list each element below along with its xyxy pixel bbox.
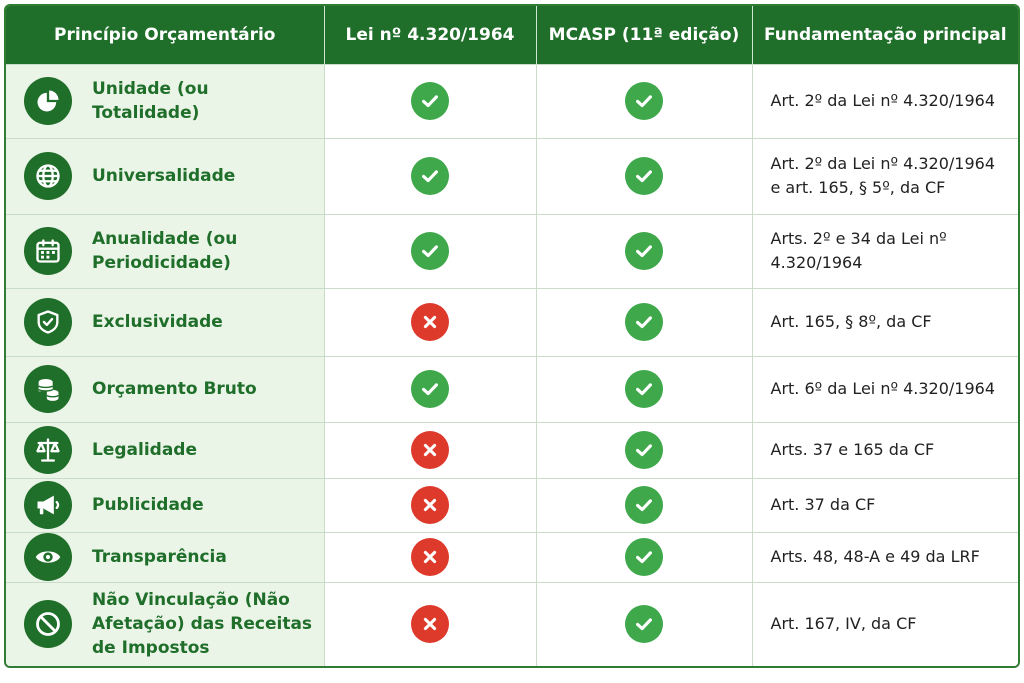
check-icon <box>625 486 663 524</box>
cross-icon <box>411 538 449 576</box>
cross-icon <box>411 486 449 524</box>
table-row <box>6 138 1018 214</box>
principle-label: Não Vinculação (Não Afetação) das Receitas de Impostos <box>92 590 313 659</box>
basis-cell: Art. 167, IV, da CF <box>752 582 1018 666</box>
basis-cell: Art. 6º da Lei nº 4.320/1964 <box>752 356 1018 422</box>
table-row <box>6 478 1018 532</box>
header-lei: Lei nº 4.320/1964 <box>324 6 536 64</box>
check-icon <box>411 232 449 270</box>
basis-cell: Art. 2º da Lei nº 4.320/1964 <box>752 64 1018 138</box>
principle-cell <box>6 422 324 478</box>
check-icon <box>625 605 663 643</box>
mcasp-cell <box>536 64 752 138</box>
principles-table-container <box>4 4 1020 668</box>
table-row <box>6 422 1018 478</box>
mcasp-cell <box>536 478 752 532</box>
lei-cell <box>324 356 536 422</box>
table-row <box>6 64 1018 138</box>
scales-icon <box>24 426 72 474</box>
mcasp-cell <box>536 532 752 582</box>
principle-cell <box>6 532 324 582</box>
principle-label: Universalidade <box>92 166 236 186</box>
lei-cell <box>324 138 536 214</box>
lei-cell <box>324 478 536 532</box>
mcasp-cell <box>536 288 752 356</box>
principle-label: Publicidade <box>92 495 204 515</box>
cross-icon <box>411 431 449 469</box>
principle-cell <box>6 356 324 422</box>
basis-cell: Arts. 2º e 34 da Lei nº 4.320/1964 <box>752 214 1018 288</box>
basis-cell: Art. 2º da Lei nº 4.320/1964 e art. 165, § 5º, da CF <box>752 138 1018 214</box>
check-icon <box>411 82 449 120</box>
check-icon <box>411 370 449 408</box>
mcasp-cell <box>536 214 752 288</box>
principle-label: Legalidade <box>92 440 197 460</box>
principle-cell <box>6 138 324 214</box>
mcasp-cell <box>536 422 752 478</box>
header-basis: Fundamentação principal <box>752 6 1018 64</box>
lei-cell <box>324 422 536 478</box>
check-icon <box>625 431 663 469</box>
principle-cell <box>6 288 324 356</box>
check-icon <box>625 82 663 120</box>
principle-label: Orçamento Bruto <box>92 379 257 399</box>
principle-cell <box>6 64 324 138</box>
principles-table <box>6 6 1018 666</box>
basis-cell: Art. 37 da CF <box>752 478 1018 532</box>
prohibited-icon <box>24 600 72 648</box>
cross-icon <box>411 605 449 643</box>
coins-icon <box>24 365 72 413</box>
check-icon <box>625 157 663 195</box>
megaphone-icon <box>24 481 72 529</box>
eye-icon <box>24 533 72 581</box>
principle-cell <box>6 582 324 666</box>
lei-cell <box>324 582 536 666</box>
principle-label: Anualidade (ou Periodicidade) <box>92 229 238 273</box>
basis-cell: Art. 165, § 8º, da CF <box>752 288 1018 356</box>
principle-label: Exclusividade <box>92 312 223 332</box>
check-icon <box>625 303 663 341</box>
mcasp-cell <box>536 138 752 214</box>
table-row <box>6 582 1018 666</box>
lei-cell <box>324 288 536 356</box>
table-row <box>6 532 1018 582</box>
principle-cell <box>6 478 324 532</box>
check-icon <box>625 538 663 576</box>
pie-chart-icon <box>24 77 72 125</box>
principle-label: Unidade (ou Totalidade) <box>92 79 209 123</box>
principle-cell <box>6 214 324 288</box>
mcasp-cell <box>536 582 752 666</box>
calendar-icon <box>24 227 72 275</box>
lei-cell <box>324 532 536 582</box>
lei-cell <box>324 214 536 288</box>
check-icon <box>411 157 449 195</box>
header-row <box>6 6 1018 64</box>
cross-icon <box>411 303 449 341</box>
mcasp-cell <box>536 356 752 422</box>
header-principle: Princípio Orçamentário <box>6 6 324 64</box>
check-icon <box>625 370 663 408</box>
lei-cell <box>324 64 536 138</box>
table-row <box>6 288 1018 356</box>
shield-check-icon <box>24 298 72 346</box>
header-mcasp: MCASP (11ª edição) <box>536 6 752 64</box>
table-row <box>6 356 1018 422</box>
principle-label: Transparência <box>92 547 227 567</box>
basis-cell: Arts. 48, 48-A e 49 da LRF <box>752 532 1018 582</box>
basis-cell: Arts. 37 e 165 da CF <box>752 422 1018 478</box>
table-row <box>6 214 1018 288</box>
check-icon <box>625 232 663 270</box>
globe-icon <box>24 152 72 200</box>
